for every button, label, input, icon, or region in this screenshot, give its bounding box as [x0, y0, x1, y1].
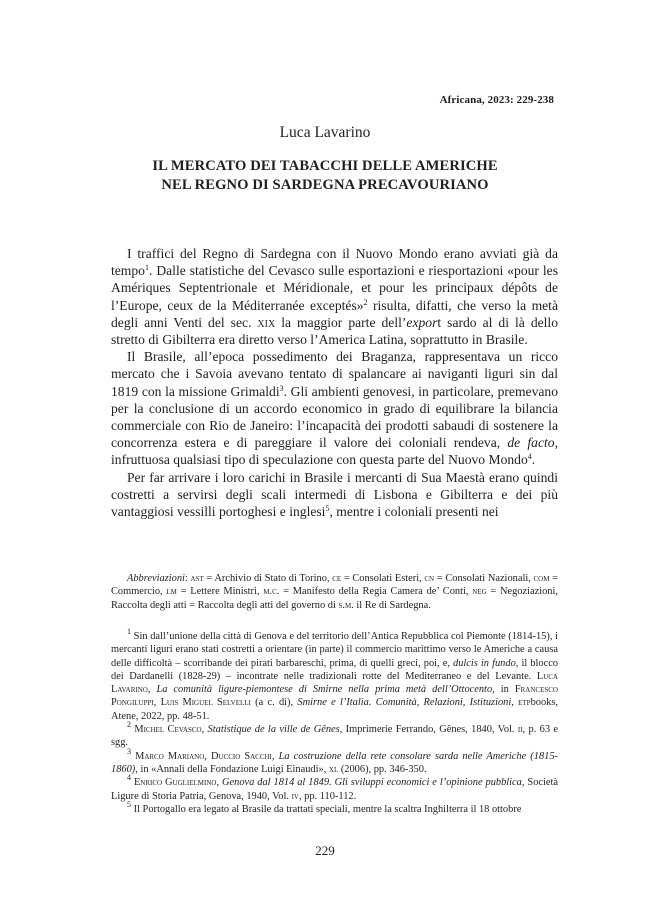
article-title	[100, 157, 550, 194]
footnote-3: $^3$ Marco Mariano, Duccio Sacchi, La costruzione della rete consolare sarda nelle Americhe (1815-1860), in «Annali della Fondazione Luigi Einaudi», xl (2006), pp. 346-350.	[111, 746, 559, 775]
body-text	[111, 245, 558, 520]
page-number: 229	[315, 843, 335, 858]
footnote-ref-3[interactable]: 3	[279, 383, 284, 393]
footnotes	[111, 627, 559, 816]
abbreviations-note: Abbreviazioni: ast = Archivio di Stato di Torino, ce = Consolati Esteri, cn = Consolati Nazionali, com = Commercio, lm = Lettere Ministri, m.c. = Manifesto della Regia Camera de’ Conti, neg = Negoziazioni, Raccolta degli atti = Raccolta degli atti del governo di s.m. il Re di Sardegna.	[111, 573, 558, 611]
footnote-ref-5[interactable]: 5	[325, 504, 330, 514]
author-name: Luca Lavarino	[279, 124, 371, 141]
title-line-2: NEL REGNO DI SARDEGNA PRECAVOURIANO	[161, 176, 489, 193]
footnote-2: $^2$ Michel Cevasco, Statistique de la ville de Gênes, Imprimerie Ferrando, Gênes, 1840, Vol. ii, p. 63 e sgg.	[111, 720, 558, 749]
footnote-ref-4[interactable]: 4	[527, 452, 532, 462]
footnote-ref-2[interactable]: 2	[363, 297, 368, 307]
footnote-4: $^4$ Enrico Guglielmino, Genova dal 1814 al 1849. Gli sviluppi economici e l’opinione pubblica, Società Ligure di Storia Patria, Genova, 1940, Vol. iv, pp. 110-112.	[111, 773, 559, 802]
paragraph-3: Per far arrivare i loro carichi in Brasile i mercanti di Sua Maestà erano quindi costretti a servirsi degli scali intermedi di Lisbona e Gibilterra e dei più vantaggiosi vessilli portoghesi e inglesi$^5$, mentre i coloniali presenti nei	[111, 469, 558, 520]
running-head: Africana, 2023: 229-238	[439, 94, 554, 106]
footnote-1: $^1$ Sin dall’unione della città di Genova e del territorio dell’Antica Repubblica col Piemonte (1814-15), i mercanti liguri erano stati costretti a orientare (in parte) il commercio marittimo verso le Americhe a causa delle difficoltà – scorribande dei pirati barbareschi, prima, di quelli greci, poi, e, dulcis in fundo, il blocco dei Dardanelli (1828-29) – incontrate nelle tradizionali rotte del Mediterraneo e del Levante. Luca Lavarino, La comunità ligure-piemontese di Smirne nella prima metà dell’Ottocento, in Francesco Pongiluppi, Luis Miguel Selvelli (a c. di), Smirne e l’Italia. Comunità, Relazioni, Istituzioni, etpbooks, Atene, 2022, pp. 48-51.	[111, 627, 559, 722]
paragraph-2: Il Brasile, all’epoca possedimento dei Braganza, rappresentava un ricco mercato che i Savoia avevano tentato di spalancare ai naviganti liguri sin dal 1819 con la missione Grimaldi$^3$. Gli ambienti genovesi, in particolare, premevano per la conclusione di un accordo economico in grado di equilibrare la bilancia commerciale con Rio de Janeiro: l’incapacità dei prodotti sabaudi di sostenere la concorrenza estera e di pareggiare il valore dei coloniali rendeva, de facto, infruttuosa qualsiasi tipo di speculazione con questa parte del Nuovo Mondo$^4$.	[111, 349, 558, 468]
paragraph-1: I traffici del Regno di Sardegna con il Nuovo Mondo erano avviati già da tempo$^1$. Dalle statistiche del Cevasco sulle esportazioni e riesportazioni «pour les Amériques Septentrionale et Méridionale, et pour les principaux dépôts de l’Europe, ceux de la Méditerranée exceptés»$^2$ risulta, difatti, che verso la metà degli anni Venti del sec. xix la maggior parte dell’export sardo al di là dello stretto di Gibilterra era diretto verso l’America Latina, soprattutto in Brasile.	[111, 246, 558, 348]
title-line-1: IL MERCATO DEI TABACCHI DELLE AMERICHE	[152, 158, 498, 174]
footnote-ref-1[interactable]: 1	[144, 263, 149, 273]
footnote-5: $^5$ Il Portogallo era legato al Brasile da trattati speciali, mentre la scaltra Inghilterra il 18 ottobre	[127, 799, 522, 815]
